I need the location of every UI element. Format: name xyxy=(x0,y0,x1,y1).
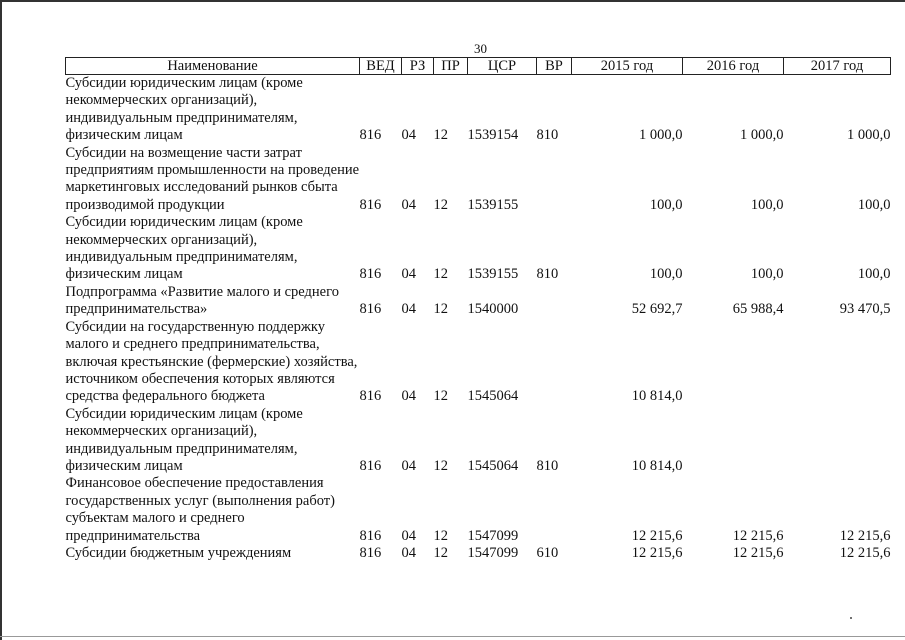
row-csr: 1547099 xyxy=(467,527,519,544)
header-csr: ЦСР xyxy=(468,58,537,75)
row-2015: 100,0 xyxy=(649,266,683,283)
row-pr: 12 xyxy=(433,301,448,318)
row-2016 xyxy=(683,319,784,406)
row-pr: 12 xyxy=(433,266,448,283)
row-name: Субсидии юридическим лицам (кроме некоммерческих организаций), индивидуальным предпринимателям, физическим лицам xyxy=(65,214,303,283)
row-ved: 816 xyxy=(359,527,382,544)
row-2017: 93 470,5 xyxy=(839,301,891,318)
row-vr xyxy=(537,284,572,319)
row-vr: 610 xyxy=(536,544,559,561)
page-number: 30 xyxy=(474,41,487,56)
page-edge-bottom xyxy=(0,636,905,637)
row-pr: 12 xyxy=(433,388,448,405)
row-rz: 04 xyxy=(401,127,416,144)
table-row xyxy=(66,214,891,284)
row-name: Субсидии бюджетным учреждениям xyxy=(65,544,292,561)
row-2017 xyxy=(784,319,891,406)
row-2015: 1 000,0 xyxy=(639,127,683,144)
row-pr: 12 xyxy=(433,544,448,561)
row-2017: 1 000,0 xyxy=(847,127,891,144)
row-2017 xyxy=(784,406,891,476)
row-pr: 12 xyxy=(433,196,448,213)
row-2015: 10 814,0 xyxy=(631,388,683,405)
row-pr: 12 xyxy=(433,527,448,544)
row-name: Подпрограмма «Развитие малого и среднего предпринимательства» xyxy=(65,283,339,318)
row-ved: 816 xyxy=(359,196,382,213)
page-edge-left xyxy=(0,0,2,640)
row-ved: 816 xyxy=(359,127,382,144)
row-2017: 100,0 xyxy=(857,196,891,213)
row-rz: 04 xyxy=(401,266,416,283)
row-2016: 100,0 xyxy=(750,196,784,213)
row-2017: 12 215,6 xyxy=(839,527,891,544)
header-2017: 2017 год xyxy=(784,58,891,75)
row-rz: 04 xyxy=(401,544,416,561)
header-2016: 2016 год xyxy=(683,58,784,75)
row-ved: 816 xyxy=(359,388,382,405)
row-2015: 12 215,6 xyxy=(631,544,683,561)
row-pr: 12 xyxy=(433,457,448,474)
row-csr: 1545064 xyxy=(467,388,519,405)
row-2017: 100,0 xyxy=(857,266,891,283)
row-2017: 12 215,6 xyxy=(839,544,891,561)
row-ved: 816 xyxy=(359,457,382,474)
scan-speck xyxy=(850,617,852,619)
row-2016 xyxy=(683,406,784,476)
row-vr xyxy=(537,475,572,545)
budget-table xyxy=(65,57,891,562)
row-2016: 1 000,0 xyxy=(740,127,784,144)
row-csr: 1540000 xyxy=(467,301,519,318)
table-row xyxy=(66,319,891,406)
table-row xyxy=(66,75,891,145)
table-header-row xyxy=(66,58,891,75)
row-name: Субсидии юридическим лицам (кроме некоммерческих организаций), индивидуальным предпринимателям, физическим лицам xyxy=(65,405,303,474)
row-vr xyxy=(537,145,572,215)
row-2015: 100,0 xyxy=(649,196,683,213)
row-name: Субсидии на государственную поддержку малого и среднего предпринимательства, включая крестьянские (фермерские) хозяйства, источником обеспечения которых являются средства федерального бюджета xyxy=(65,318,358,405)
table-row xyxy=(66,475,891,545)
row-name: Субсидии на возмещение части затрат предприятиям промышленности на проведение маркетинговых исследований рынков сбыта производимой продукции xyxy=(65,144,360,213)
row-rz: 04 xyxy=(401,388,416,405)
page-edge-top xyxy=(0,0,905,2)
row-ved: 816 xyxy=(359,544,382,561)
row-rz: 04 xyxy=(401,196,416,213)
row-ved: 816 xyxy=(359,301,382,318)
row-name: Субсидии юридическим лицам (кроме некоммерческих организаций), индивидуальным предпринимателям, физическим лицам xyxy=(65,75,303,144)
row-2016: 100,0 xyxy=(750,266,784,283)
table-row xyxy=(66,545,891,562)
row-vr: 810 xyxy=(536,127,559,144)
row-vr xyxy=(537,319,572,406)
row-rz: 04 xyxy=(401,457,416,474)
row-vr: 810 xyxy=(536,457,559,474)
row-2016: 65 988,4 xyxy=(732,301,784,318)
header-vr: ВР xyxy=(537,58,572,75)
table-row xyxy=(66,145,891,215)
table-row xyxy=(66,284,891,319)
row-ved: 816 xyxy=(359,266,382,283)
row-csr: 1547099 xyxy=(467,544,519,561)
row-rz: 04 xyxy=(401,527,416,544)
row-2015: 10 814,0 xyxy=(631,457,683,474)
header-2015: 2015 год xyxy=(572,58,683,75)
row-2015: 12 215,6 xyxy=(631,527,683,544)
header-name: Наименование xyxy=(66,58,360,75)
row-csr: 1545064 xyxy=(467,457,519,474)
row-csr: 1539155 xyxy=(467,266,519,283)
row-2015: 52 692,7 xyxy=(631,301,683,318)
row-csr: 1539154 xyxy=(467,127,519,144)
row-vr: 810 xyxy=(536,266,559,283)
row-2016: 12 215,6 xyxy=(732,527,784,544)
header-pr: ПР xyxy=(434,58,468,75)
row-pr: 12 xyxy=(433,127,448,144)
row-rz: 04 xyxy=(401,301,416,318)
row-csr: 1539155 xyxy=(467,196,519,213)
table-row xyxy=(66,406,891,476)
header-rz: РЗ xyxy=(402,58,434,75)
header-ved: ВЕД xyxy=(360,58,402,75)
row-name: Финансовое обеспечение предоставления государственных услуг (выполнения работ) субъектам малого и среднего предпринимательства xyxy=(65,475,335,544)
row-2016: 12 215,6 xyxy=(732,544,784,561)
